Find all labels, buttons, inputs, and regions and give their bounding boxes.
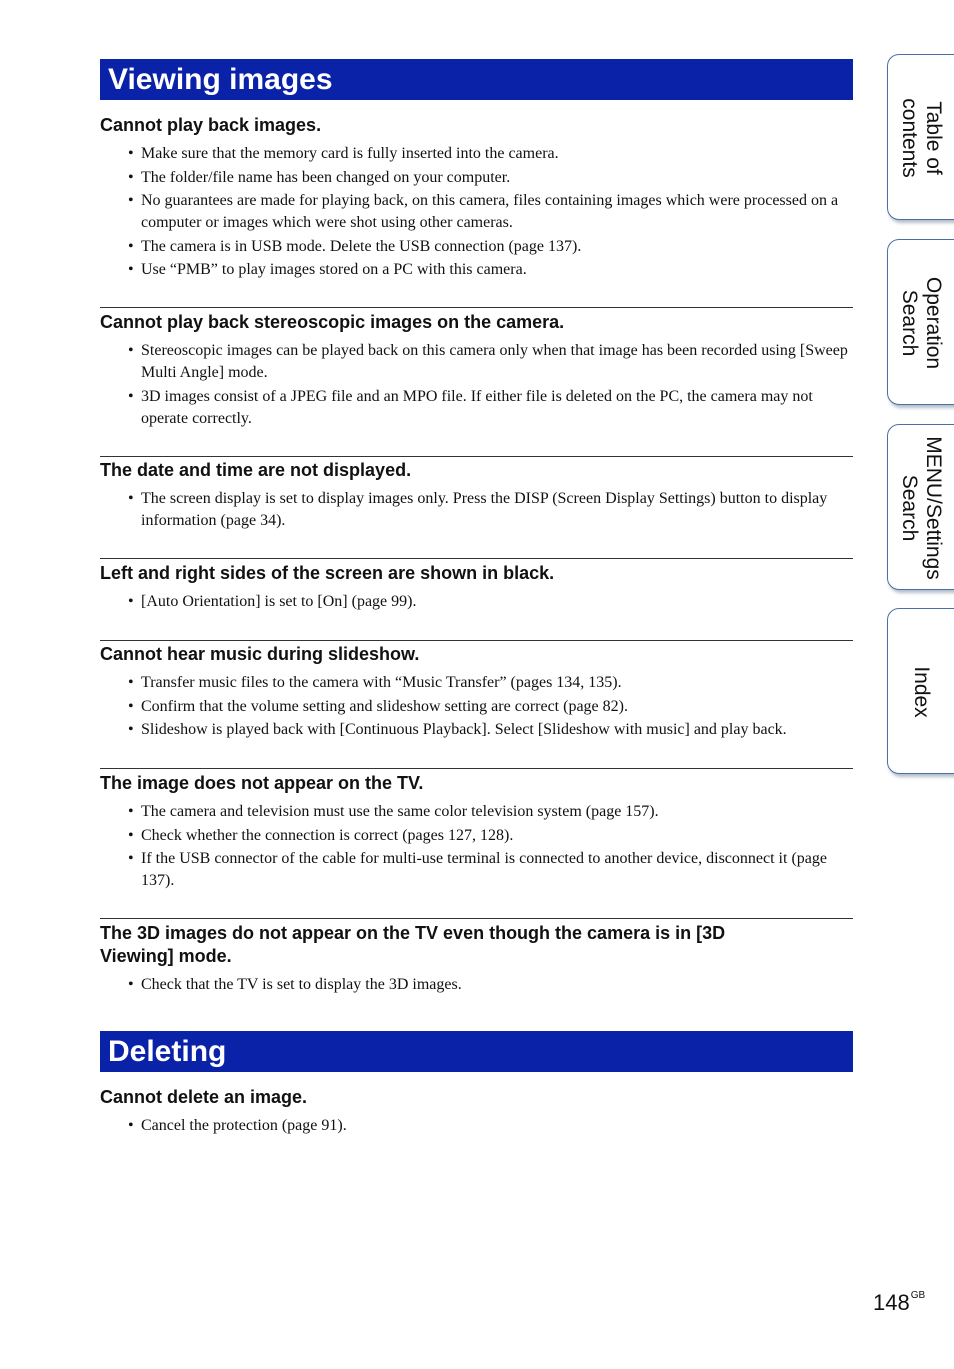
- bullet-item: • Use “PMB” to play images stored on a PC with this camera.: [128, 259, 853, 281]
- tab-label: Index: [910, 666, 933, 718]
- bullet-item: • The screen display is set to display images only. Press the DISP (Screen Display Settings) button to display information (page 34).: [128, 488, 853, 532]
- item-heading: The 3D images do not appear on the TV even though the camera is in [3D Viewing] mode.: [100, 923, 726, 966]
- bullet-item: • Check that the TV is set to display the 3D images.: [128, 974, 853, 996]
- bullet-item: • Slideshow is played back with [Continuous Playback]. Select [Slideshow with music] and play back.: [128, 719, 853, 741]
- bullet-list: [128, 974, 853, 998]
- bullet-list: [128, 801, 853, 894]
- tab-index[interactable]: [887, 608, 954, 774]
- divider: [100, 307, 853, 308]
- item-heading: The image does not appear on the TV.: [100, 773, 424, 793]
- bullet-list: [128, 340, 853, 431]
- bullet-list: [128, 488, 853, 534]
- divider: [100, 918, 853, 919]
- bullet-item: • Confirm that the volume setting and slideshow setting are correct (page 82).: [128, 696, 853, 718]
- bullet-list: [128, 1115, 853, 1139]
- bullet-list: [128, 672, 853, 743]
- bullet-item: • If the USB connector of the cable for multi-use terminal is connected to another device, disconnect it (page 137).: [128, 848, 853, 892]
- tab-label: MENU/Settings Search: [898, 436, 945, 580]
- divider: [100, 768, 853, 769]
- divider: [100, 640, 853, 641]
- item-heading: Cannot hear music during slideshow.: [100, 644, 420, 664]
- item-heading: Cannot play back stereoscopic images on the camera.: [100, 312, 565, 332]
- section-title-viewing-images: Viewing images: [100, 59, 853, 100]
- item-heading: Left and right sides of the screen are shown in black.: [100, 563, 555, 583]
- bullet-item: • [Auto Orientation] is set to [On] (page 99).: [128, 591, 853, 613]
- bullet-item: • The camera and television must use the same color television system (page 157).: [128, 801, 853, 823]
- page-number-value: 148: [873, 1290, 910, 1315]
- tab-label: Table of contents: [898, 98, 945, 178]
- tab-table-of-contents[interactable]: [887, 54, 954, 220]
- tab-operation-search[interactable]: [887, 239, 954, 405]
- bullet-list: [128, 591, 853, 615]
- bullet-item: • Stereoscopic images can be played back on this camera only when that image has been recorded using [Sweep Multi Angle] mode.: [128, 340, 853, 384]
- bullet-item: • Make sure that the memory card is fully inserted into the camera.: [128, 143, 853, 165]
- bullet-item: • The folder/file name has been changed on your computer.: [128, 167, 853, 189]
- tab-menu-settings-search[interactable]: [887, 424, 954, 590]
- bullet-item: • No guarantees are made for playing back, on this camera, files containing images which were processed on a computer or images which were shot using other cameras.: [128, 190, 853, 234]
- bullet-item: • The camera is in USB mode. Delete the USB connection (page 137).: [128, 236, 853, 258]
- bullet-list: [128, 143, 853, 283]
- page-number: [873, 1290, 925, 1316]
- section-title-deleting: Deleting: [100, 1031, 853, 1072]
- item-heading: Cannot play back images.: [100, 115, 322, 135]
- divider: [100, 558, 853, 559]
- item-heading: Cannot delete an image.: [100, 1087, 308, 1107]
- page-number-suffix: GB: [910, 1290, 926, 1301]
- bullet-item: • Cancel the protection (page 91).: [128, 1115, 853, 1137]
- bullet-item: • Transfer music files to the camera with “Music Transfer” (pages 134, 135).: [128, 672, 853, 694]
- bullet-item: • 3D images consist of a JPEG file and an MPO file. If either file is deleted on the PC, the camera may not operate correctly.: [128, 386, 853, 430]
- bullet-item: • Check whether the connection is correct (pages 127, 128).: [128, 825, 853, 847]
- divider: [100, 456, 853, 457]
- item-heading: The date and time are not displayed.: [100, 460, 412, 480]
- tab-label: Operation Search: [898, 276, 945, 370]
